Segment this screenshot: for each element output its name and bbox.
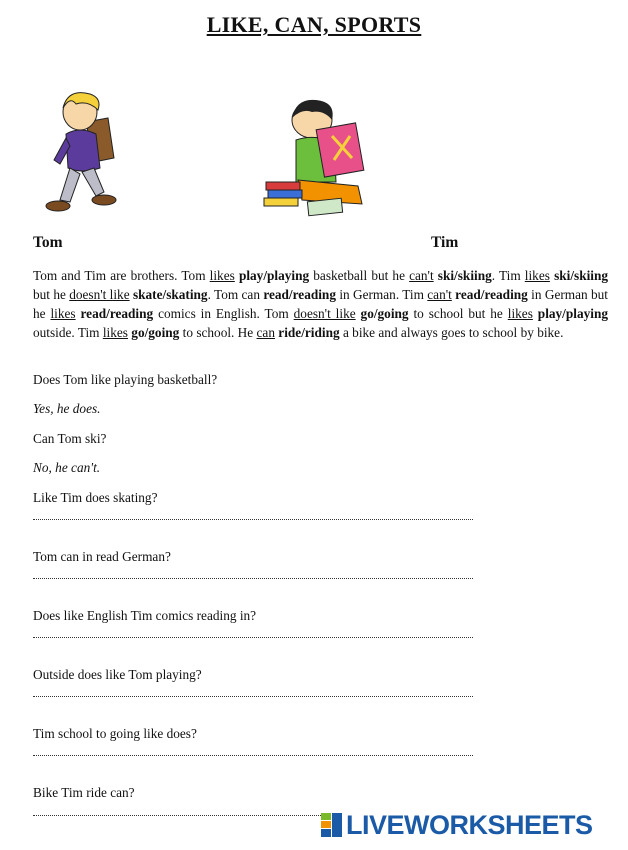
- verb-choice: skate/skating: [132, 287, 208, 302]
- verb-choice: go/going: [360, 306, 409, 321]
- question-1: Does Tom like playing basketball?: [33, 372, 218, 387]
- verb-choice: read/reading: [263, 287, 336, 302]
- answer-line-4[interactable]: [33, 578, 473, 579]
- liveworksheets-logo[interactable]: [320, 810, 593, 840]
- question-3: Like Tim does skating?: [33, 490, 158, 505]
- question-7: Tim school to going like does?: [33, 726, 197, 741]
- question-4: Tom can in read German?: [33, 549, 171, 564]
- verb-choice: read/reading: [455, 287, 528, 302]
- verb-choice: go/going: [131, 325, 180, 340]
- underlined-verb: likes: [102, 325, 128, 340]
- worksheet-title: LIKE, CAN, SPORTS: [206, 12, 422, 37]
- answer-1: Yes, he does.: [33, 401, 101, 416]
- question-8: Bike Tim ride can?: [33, 785, 135, 800]
- liveworksheets-mark-icon: [320, 812, 344, 838]
- verb-choice: ride/riding: [278, 325, 340, 340]
- answer-line-3[interactable]: [33, 519, 473, 520]
- underlined-verb: doesn't like: [293, 306, 356, 321]
- question-5: Does like English Tim comics reading in?: [33, 608, 257, 623]
- name-tom: Tom: [33, 234, 63, 251]
- story-paragraph: Tom and Tim are brothers. Tom likes play/playing basketball but he can't ski/skiing. Tim likes ski/skiing but he doesn't like skate/skating. Tom can read/reading in German. Tim can't read/reading in German but he likes read/reading comics in English. Tom doesn't like go/going to school but he likes play/playing outside. Tim likes go/going to school. He can ride/riding a bike and always goes to school by bike.: [33, 268, 609, 340]
- tom-illustration: [30, 88, 128, 222]
- tim-illustration: [262, 96, 388, 220]
- verb-choice: play/playing: [238, 268, 310, 283]
- name-tim: Tim: [431, 234, 459, 251]
- question-6: Outside does like Tom playing?: [33, 667, 202, 682]
- answer-line-8[interactable]: [33, 815, 323, 816]
- verb-choice: play/playing: [537, 306, 609, 321]
- underlined-verb: likes: [209, 268, 235, 283]
- underlined-verb: likes: [50, 306, 76, 321]
- underlined-verb: likes: [507, 306, 533, 321]
- answer-line-5[interactable]: [33, 637, 473, 638]
- underlined-verb: doesn't like: [69, 287, 130, 302]
- answer-line-6[interactable]: [33, 696, 473, 697]
- verb-choice: ski/skiing: [554, 268, 609, 283]
- underlined-verb: can: [256, 325, 275, 340]
- answer-line-7[interactable]: [33, 755, 473, 756]
- underlined-verb: can't: [427, 287, 452, 302]
- underlined-verb: can't: [409, 268, 434, 283]
- verb-choice: read/reading: [80, 306, 154, 321]
- verb-choice: ski/skiing: [437, 268, 492, 283]
- question-2: Can Tom ski?: [33, 431, 107, 446]
- liveworksheets-text: LIVEWORKSHEETS: [346, 809, 593, 840]
- underlined-verb: likes: [524, 268, 550, 283]
- answer-2: No, he can't.: [33, 460, 101, 475]
